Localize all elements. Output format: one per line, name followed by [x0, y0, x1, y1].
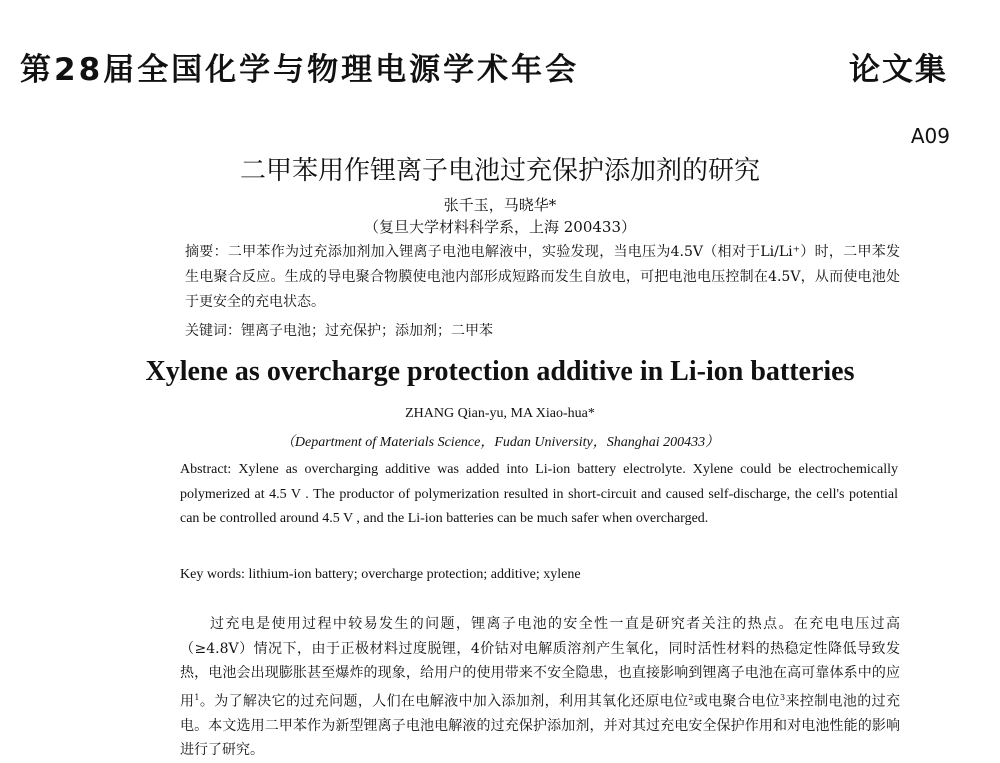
english-authors: ZHANG Qian-yu, MA Xiao-hua*	[405, 406, 595, 421]
citation-2: 2	[688, 692, 694, 702]
english-abstract	[180, 458, 898, 532]
english-keywords-text: lithium-ion battery; overcharge protection; additive; xylene	[248, 567, 581, 582]
body-text-1: 过充电是使用过程中较易发生的问题，锂离子电池的安全性一直是研究者关注的热点。在充电电压过高（≥4.8V）情况下，由于正极材料过度脱锂，4价钴对电解质溶剂产生氧化，同时活性材料的热稳定性降低导致发热，电池会出现膨胀甚至爆炸的现象，给用户的使用带来不安全隐患，也直接影响到锂离子电池在高可靠体系中的应用	[180, 616, 900, 710]
chinese-abstract-label: 摘要：	[185, 244, 228, 260]
english-keywords	[180, 567, 898, 583]
english-abstract-text: Xylene as overcharging additive was added into Li-ion battery electrolyte. Xylene could be electrochemically polymerized at 4.5 V . The productor of polymerization resulted in short-circuit and caused self-discharge, the cell's potential can be controlled around 4.5 V , and the Li-ion batteries can be much safer when overcharged.	[180, 462, 898, 526]
chinese-keywords-label: 关键词：	[185, 323, 241, 339]
body-text-4: 来控制电池的过充电。本文选用二甲苯作为新型锂离子电池电解液的过充保护添加剂，并对其过充电安全保护作用和对电池性能的影响进行了研究。	[180, 693, 901, 759]
body-text-3: 或电聚合电位	[693, 693, 780, 710]
chinese-title: 二甲苯用作锂离子电池过充保护添加剂的研究	[239, 156, 760, 186]
citation-3: 3	[779, 692, 786, 702]
chinese-abstract	[185, 240, 900, 315]
english-keywords-label: Key words:	[180, 567, 245, 582]
chinese-keywords	[185, 320, 900, 340]
collection-label: 论文集	[849, 52, 948, 88]
english-title: Xylene as overcharge protection additive in Li-ion batteries	[145, 356, 855, 387]
introduction-paragraph	[180, 612, 900, 763]
chinese-affiliation: （复旦大学材料科学系，上海 200433）	[363, 218, 637, 236]
body-text-2: 。为了解决它的过充问题，人们在电解液中加入添加剂，利用其氧化还原电位	[199, 693, 689, 710]
english-affiliation: （Department of Materials Science，Fudan University，Shanghai 200433）	[280, 435, 720, 450]
chinese-authors: 张千玉，马晓华*	[443, 196, 557, 214]
citation-1: 1	[194, 692, 200, 702]
conference-title: 第28届全国化学与物理电源学术年会	[20, 52, 580, 88]
chinese-keywords-text: 锂离子电池；过充保护；添加剂；二甲苯	[241, 323, 493, 339]
english-abstract-label: Abstract:	[180, 462, 232, 477]
chinese-abstract-text: 二甲苯作为过充添加剂加入锂离子电池电解液中，实验发现，当电压为4.5V（相对于Li/Li⁺）时，二甲苯发生电聚合反应。生成的导电聚合物膜使电池内部形成短路而发生自放电，可把电池电压控制在4.5V，从而使电池处于更安全的充电状态。	[185, 244, 901, 310]
paper-code: A09	[910, 124, 950, 148]
